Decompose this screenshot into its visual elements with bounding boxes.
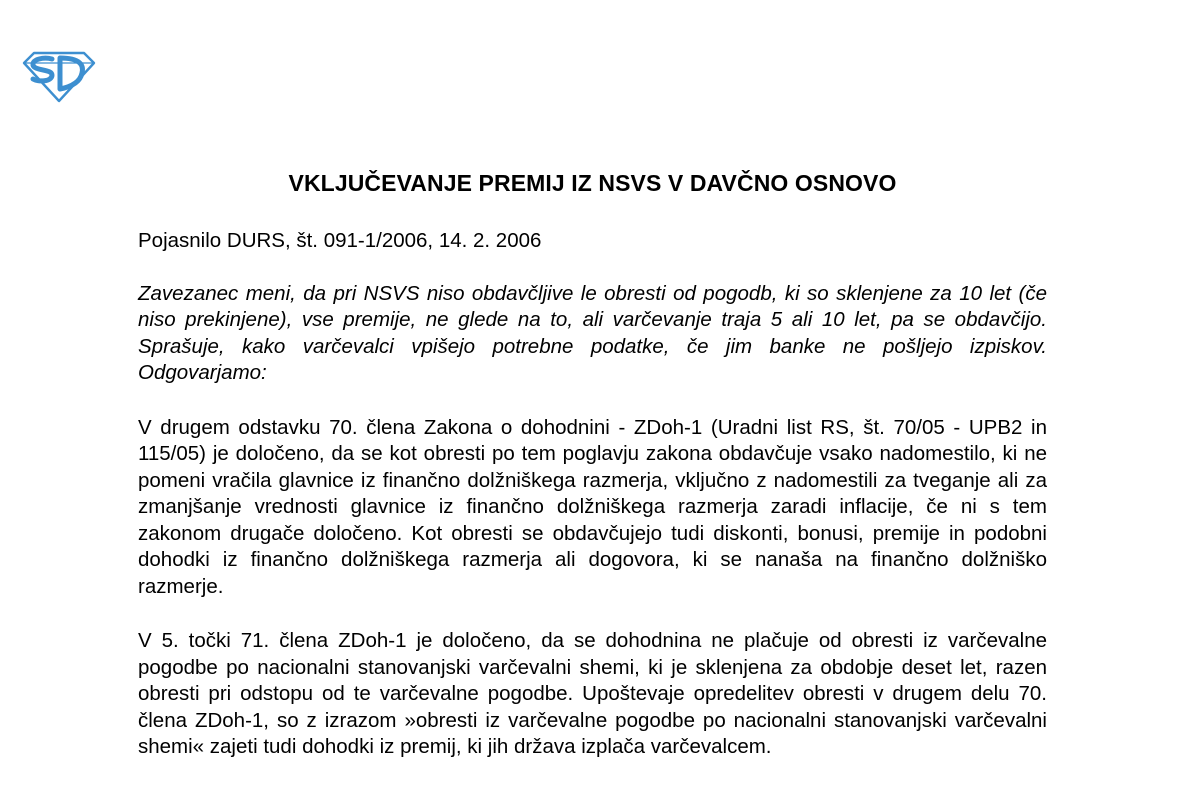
source-line: Pojasnilo DURS, št. 091-1/2006, 14. 2. 2006 xyxy=(138,229,542,252)
body-paragraph-1: V drugem odstavku 70. člena Zakona o dohodnini - ZDoh-1 (Uradni list RS, št. 70/05 - UPB2 in 115/05) je določeno, da se kot obresti po tem poglavju zakona obdavčuje vsako nadomestilo, ki ne pomeni vračila glavnice iz finančno dolžniškega razmerja, vključno z nadomestili za tveganje ali za zmanjšanje vrednosti glavnice iz finančno dolžniškega razmerja zaradi inflacije, če ni s tem zakonom drugače določeno. Kot obresti se obdavčujejo tudi diskonti, bonusi, premije in podobni dohodki iz finančno dolžniškega razmerja ali dogovora, ki se nanaša na finančno dolžniško razmerje. xyxy=(138,415,1047,598)
body-paragraph-2: V 5. točki 71. člena ZDoh-1 je določeno, da se dohodnina ne plačuje od obresti iz varčevalne pogodbe po nacionalni stanovanjski varčevalni shemi, ki je sklenjena za obdobje deset let, razen obresti pri odstopu od te varčevalne pogodbe. Upoštevaje opredelitev obresti v drugem delu 70. člena ZDoh-1, so z izrazom »obresti iz varčevalne pogodbe po nacionalni stanovanjski varčevalni shemi« zajeti tudi dohodki iz premij, ki jih država izplača varčevalcem. xyxy=(138,629,1047,758)
page-title: VKLJUČEVANJE PREMIJ IZ NSVS V DAVČNO OSNOVO xyxy=(288,170,897,196)
sd-shield-logo-icon xyxy=(22,49,96,103)
document-body xyxy=(138,228,1047,789)
question-paragraph: Zavezanec meni, da pri NSVS niso obdavčljive le obresti od pogodb, ki so sklenjene za 10 let (če niso prekinjene), vse premije, ne glede na to, ali varčevanje traja 5 ali 10 let, pa se obdavčijo. Sprašuje, kako varčevalci vpišejo potrebne podatke, če jim banke ne pošljejo izpiskov. Odgovarjamo: xyxy=(138,281,1047,384)
